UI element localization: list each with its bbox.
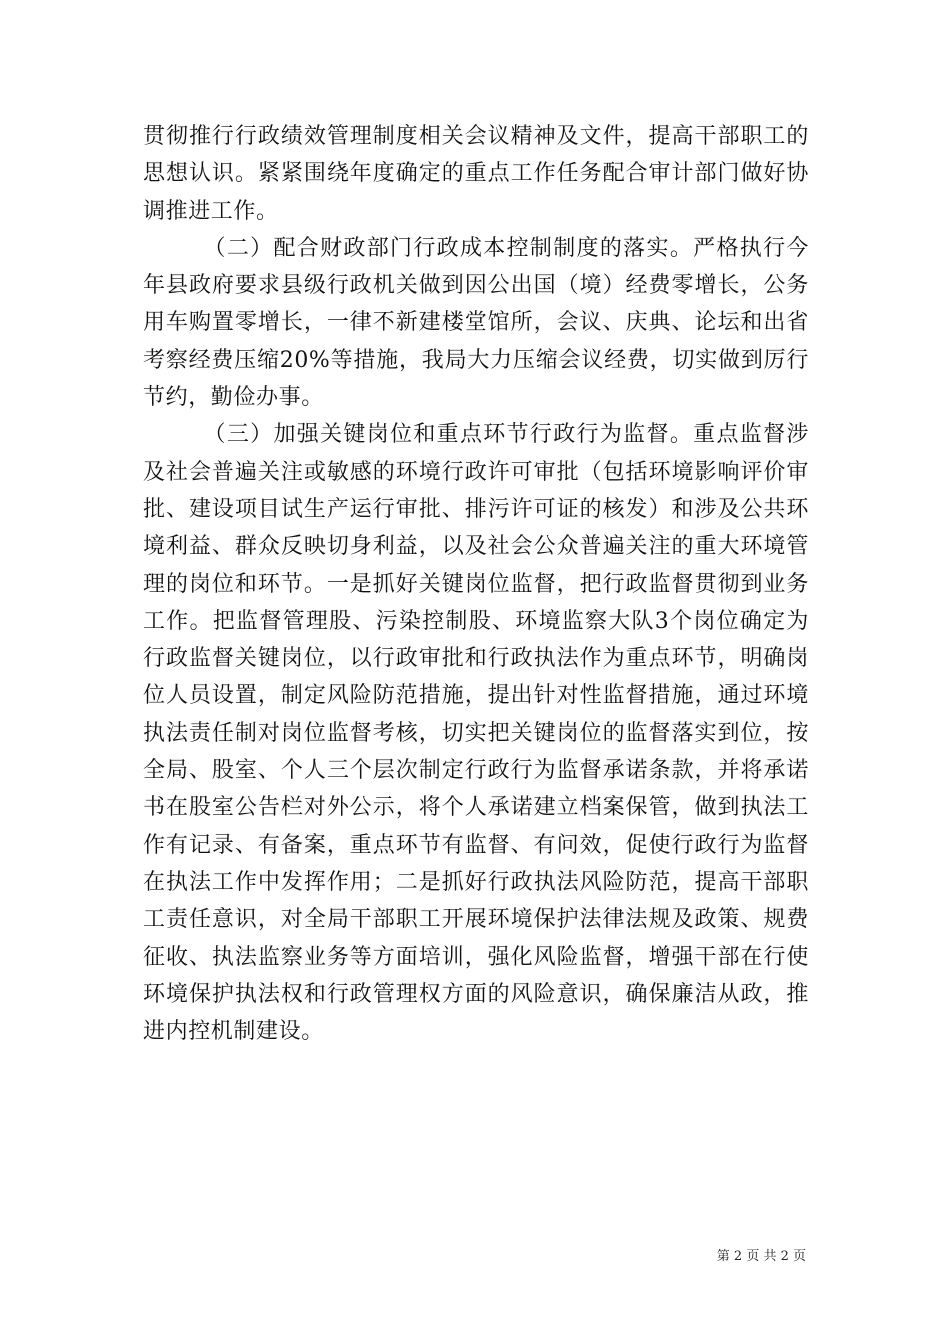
document-body <box>143 118 809 1050</box>
paragraph-continuation: 贯彻推行行政绩效管理制度相关会议精神及文件，提高干部职工的思想认识。紧紧围绕年度确定的重点工作任务配合审计部门做好协调推进工作。 <box>143 124 809 224</box>
paragraph-section-three: （三）加强关键岗位和重点环节行政行为监督。重点监督涉及社会普遍关注或敏感的环境行政许可审批（包括环境影响评价审批、建设项目试生产运行审批、排污许可证的核发）和涉及公共环境利益、群众反映切身利益，以及社会公众普遍关注的重大环境管理的岗位和环节。一是抓好关键岗位监督，把行政监督贯彻到业务工作。把监督管理股、污染控制股、环境监察大队3个岗位确定为行政监督关键岗位，以行政审批和行政执法作为重点环节，明确岗位人员设置，制定风险防范措施，提出针对性监督措施，通过环境执法责任制对岗位监督考核，切实把关键岗位的监督落实到位，按全局、股室、个人三个层次制定行政行为监督承诺条款，并将承诺书在股室公告栏对外公示，将个人承诺建立档案保管，做到执法工作有记录、有备案，重点环节有监督、有问效，促使行政行为监督在执法工作中发挥作用；二是抓好行政执法风险防范，提高干部职工责任意识，对全局干部职工开展环境保护法律法规及政策、规费征收、执法监察业务等方面培训，强化风险监督，增强干部在行使环境保护执法权和行政管理权方面的风险意识，确保廉洁从政，推进内控机制建设。 <box>143 422 809 1045</box>
page-number: 第 2 页 共 2 页 <box>716 1249 806 1264</box>
paragraph-section-two: （二）配合财政部门行政成本控制制度的落实。严格执行今年县政府要求县级行政机关做到因公出国（境）经费零增长，公务用车购置零增长，一律不新建楼堂馆所，会议、庆典、论坛和出省考察经费压缩20%等措施，我局大力压缩会议经费，切实做到厉行节约，勤俭办事。 <box>143 235 809 411</box>
